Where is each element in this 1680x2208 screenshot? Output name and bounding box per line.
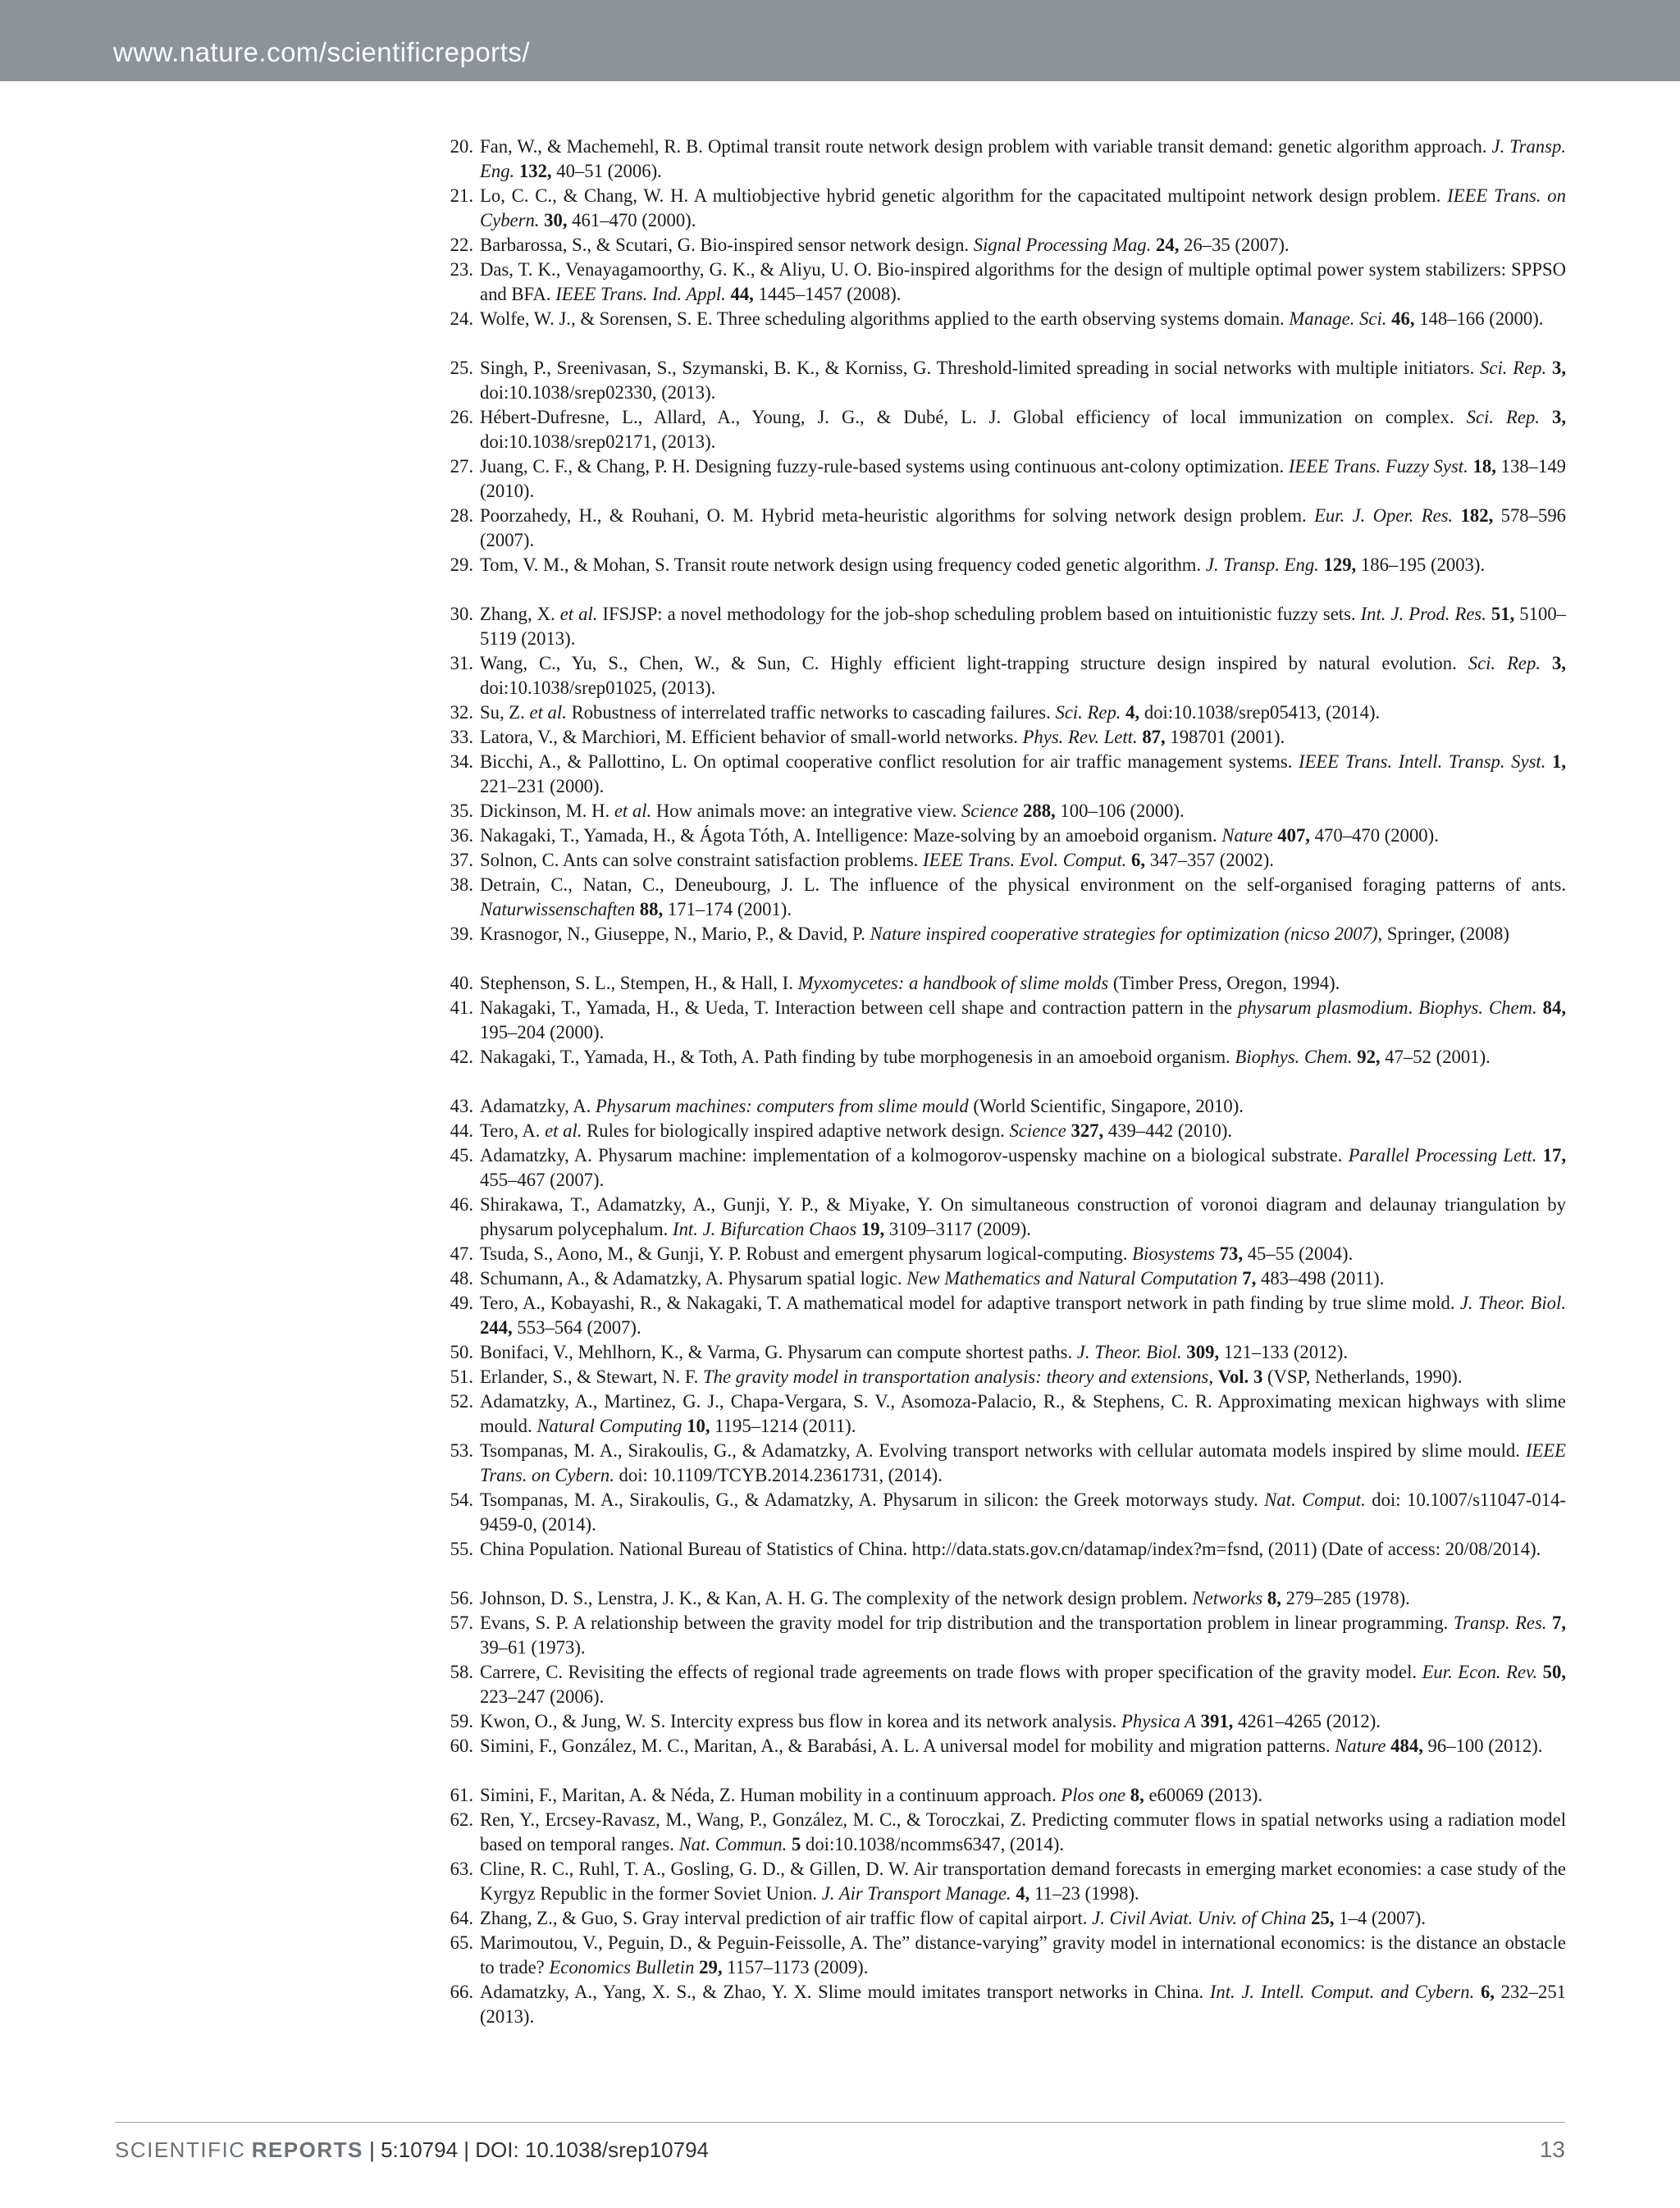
reference-number: 58. [450, 1662, 473, 1682]
page-footer [115, 2137, 709, 2163]
reference-text: Evans, S. P. A relationship between the gravity model for trip distribution and the transportation problem in linear programming. Transp. Res. 7, 39–61 (1973). [480, 1613, 1566, 1658]
reference-item [441, 848, 1566, 873]
reference-item [441, 1242, 1566, 1266]
reference-text: Kwon, O., & Jung, W. S. Intercity express bus flow in korea and its network analysis. Physica A 391, 4261–4265 (2012). [480, 1711, 1381, 1731]
reference-item [441, 602, 1566, 651]
reference-item [441, 1734, 1566, 1783]
reference-text: China Population. National Bureau of Statistics of China. http://data.stats.gov.cn/datamap/index?m=fsnd, (2011) (Date of access: 20/08/2014). [480, 1539, 1541, 1559]
reference-number: 23. [450, 259, 473, 280]
reference-number: 56. [450, 1588, 473, 1608]
reference-number: 57. [450, 1613, 473, 1633]
reference-number: 38. [450, 874, 473, 895]
reference-number: 33. [450, 727, 473, 747]
reference-text: Singh, P., Sreenivasan, S., Szymanski, B. K., & Korniss, G. Threshold-limited spreading in social networks with multiple initiators. Sci. Rep. 3, doi:10.1038/srep02330, (2013). [480, 358, 1566, 403]
reference-text: Marimoutou, V., Peguin, D., & Peguin-Feissolle, A. The” distance-varying” gravity model in international economics: is the distance an obstacle to trade? Economics Bulletin 29, 1157–1173 (2009). [480, 1932, 1566, 1978]
reference-item [441, 307, 1566, 356]
reference-item [441, 700, 1566, 725]
page-header [0, 0, 1680, 81]
reference-text: Bonifaci, V., Mehlhorn, K., & Varma, G. Physarum can compute shortest paths. J. Theor. Biol. 309, 121–133 (2012). [480, 1342, 1349, 1362]
reference-text: Nakagaki, T., Yamada, H., & Toth, A. Path finding by tube morphogenesis in an amoeboid organism. Biophys. Chem. 92, 47–52 (2001). [480, 1047, 1491, 1067]
reference-item [441, 258, 1566, 307]
reference-item [441, 233, 1566, 258]
reference-text: Nakagaki, T., Yamada, H., & Ueda, T. Interaction between cell shape and contraction pattern in the physarum plasmodium. Biophys. Chem. 84, 195–204 (2000). [480, 997, 1566, 1042]
reference-number: 63. [450, 1859, 473, 1879]
reference-item [441, 1094, 1566, 1119]
reference-text: Fan, W., & Machemehl, R. B. Optimal transit route network design problem with variable transit demand: genetic algorithm approach. J. Transp. Eng. 132, 40–51 (2006). [480, 136, 1566, 181]
reference-number: 45. [450, 1145, 473, 1166]
reference-text: Detrain, C., Natan, C., Deneubourg, J. L. The influence of the physical environment on the self-organised foraging patterns of ants. Naturwissenschaften 88, 171–174 (2001). [480, 874, 1566, 919]
reference-text: Zhang, Z., & Guo, S. Gray interval prediction of air traffic flow of capital airport. J. Civil Aviat. Univ. of China 25, 1–4 (2007). [480, 1908, 1427, 1928]
reference-number: 62. [450, 1809, 473, 1830]
reference-number: 29. [450, 554, 473, 575]
reference-text: Tsuda, S., Aono, M., & Gunji, Y. P. Robust and emergent physarum logical-computing. Biosystems 73, 45–55 (2004). [480, 1243, 1354, 1264]
reference-number: 52. [450, 1391, 473, 1412]
reference-text: Tero, A., Kobayashi, R., & Nakagaki, T. A mathematical model for adaptive transport network in path finding by true slime mold. J. Theor. Biol. 244, 553–564 (2007). [480, 1293, 1566, 1338]
reference-number: 42. [450, 1047, 473, 1067]
reference-item [441, 1660, 1566, 1709]
reference-item [441, 1045, 1566, 1094]
reference-text: Zhang, X. et al. IFSJSP: a novel methodology for the job-shop scheduling problem based on intuitionistic fuzzy sets. Int. J. Prod. Res. 51, 5100–5119 (2013). [480, 604, 1566, 649]
reference-number: 35. [450, 801, 473, 821]
reference-text: Nakagaki, T., Yamada, H., & Ágota Tóth, A. Intelligence: Maze-solving by an amoeboid organism. Nature 407, 470–470 (2000). [480, 825, 1439, 846]
reference-text: Cline, R. C., Ruhl, T. A., Gosling, G. D., & Gillen, D. W. Air transportation demand forecasts in emerging market economies: a case study of the Kyrgyz Republic in the former Soviet Union. J. Air Transport Manage. 4, 11–23 (1998). [480, 1859, 1566, 1904]
reference-item [441, 1340, 1566, 1365]
reference-text: Wang, C., Yu, S., Chen, W., & Sun, C. Highly efficient light-trapping structure design inspired by natural evolution. Sci. Rep. 3, doi:10.1038/srep01025, (2013). [480, 653, 1566, 698]
reference-item [441, 356, 1566, 405]
reference-item [441, 184, 1566, 233]
reference-text: Wolfe, W. J., & Sorensen, S. E. Three scheduling algorithms applied to the earth observing systems domain. Manage. Sci. 46, 148–166 (2000). [480, 308, 1544, 329]
reference-item [441, 454, 1566, 504]
reference-item [441, 1906, 1566, 1931]
footer-journal-scientific: SCIENTIFIC [115, 2137, 246, 2162]
reference-text: Stephenson, S. L., Stempen, H., & Hall, I. Myxomycetes: a handbook of slime molds (Timber Press, Oregon, 1994). [480, 973, 1340, 993]
reference-item [441, 1980, 1566, 2029]
reference-number: 61. [450, 1785, 473, 1805]
reference-item [441, 1783, 1566, 1808]
reference-number: 32. [450, 702, 473, 723]
reference-number: 20. [450, 136, 473, 157]
reference-item [441, 750, 1566, 799]
reference-number: 59. [450, 1711, 473, 1731]
footer-divider [115, 2122, 1565, 2123]
reference-number: 53. [450, 1440, 473, 1461]
header-url[interactable]: www.nature.com/scientificreports/ [113, 37, 531, 67]
reference-item [441, 1931, 1566, 1980]
reference-item [441, 135, 1566, 184]
reference-number: 26. [450, 407, 473, 427]
reference-text: Juang, C. F., & Chang, P. H. Designing fuzzy-rule-based systems using continuous ant-colony optimization. IEEE Trans. Fuzzy Syst. 18, 138–149 (2010). [480, 456, 1566, 501]
reference-number: 41. [450, 997, 473, 1018]
reference-text: Simini, F., Maritan, A. & Néda, Z. Human mobility in a continuum approach. Plos one 8, e60069 (2013). [480, 1785, 1263, 1805]
reference-text: Ren, Y., Ercsey-Ravasz, M., Wang, P., González, M. C., & Toroczkai, Z. Predicting commuter flows in spatial networks using a radiation model based on temporal ranges. Nat. Commun. 5 doi:10.1038/ncomms6347, (2014). [480, 1809, 1566, 1854]
reference-item [441, 799, 1566, 823]
reference-item [441, 971, 1566, 996]
reference-number: 22. [450, 235, 473, 255]
reference-text: Su, Z. et al. Robustness of interrelated traffic networks to cascading failures. Sci. Rep. 4, doi:10.1038/srep05413, (2014). [480, 702, 1381, 723]
reference-text: Johnson, D. S., Lenstra, J. K., & Kan, A. H. G. The complexity of the network design problem. Networks 8, 279–285 (1978). [480, 1588, 1410, 1608]
reference-item [441, 1365, 1566, 1389]
reference-text: Krasnogor, N., Giuseppe, N., Mario, P., & David, P. Nature inspired cooperative strategies for optimization (nicso 2007), Springer, (2008) [480, 924, 1509, 944]
footer-journal-reports: REPORTS [251, 2137, 363, 2162]
reference-number: 40. [450, 973, 473, 993]
reference-number: 31. [450, 653, 473, 673]
reference-number: 44. [450, 1120, 473, 1141]
reference-text: Tsompanas, M. A., Sirakoulis, G., & Adamatzky, A. Physarum in silicon: the Greek motorways study. Nat. Comput. doi: 10.1007/s11047-014-9459-0, (2014). [480, 1489, 1566, 1535]
reference-text: Latora, V., & Marchiori, M. Efficient behavior of small-world networks. Phys. Rev. Lett. 87, 198701 (2001). [480, 727, 1285, 747]
reference-item [441, 873, 1566, 922]
reference-item [441, 922, 1566, 971]
reference-item [441, 1291, 1566, 1340]
reference-item [441, 1808, 1566, 1857]
page-number: 13 [1539, 2137, 1565, 2162]
reference-text: Simini, F., González, M. C., Maritan, A., & Barabási, A. L. A universal model for mobility and migration patterns. Nature 484, 96–100 (2012). [480, 1736, 1543, 1756]
reference-item [441, 1537, 1566, 1586]
reference-item [441, 1488, 1566, 1537]
reference-item [441, 1143, 1566, 1193]
reference-text: Hébert-Dufresne, L., Allard, A., Young, J. G., & Dubé, L. J. Global efficiency of local immunization on complex. Sci. Rep. 3, doi:10.1038/srep02171, (2013). [480, 407, 1566, 452]
reference-number: 39. [450, 924, 473, 944]
footer-article-meta: | 5:10794 | DOI: 10.1038/srep10794 [363, 2137, 710, 2162]
reference-item [441, 1709, 1566, 1734]
reference-text: Lo, C. C., & Chang, W. H. A multiobjective hybrid genetic algorithm for the capacitated multipoint network design problem. IEEE Trans. on Cybern. 30, 461–470 (2000). [480, 185, 1566, 230]
reference-text: Bicchi, A., & Pallottino, L. On optimal cooperative conflict resolution for air traffic management systems. IEEE Trans. Intell. Transp. Syst. 1, 221–231 (2000). [480, 751, 1566, 796]
reference-item [441, 1439, 1566, 1488]
reference-text: Tsompanas, M. A., Sirakoulis, G., & Adamatzky, A. Evolving transport networks with cellular automata models inspired by slime mould. IEEE Trans. on Cybern. doi: 10.1109/TCYB.2014.2361731, (2014). [480, 1440, 1566, 1485]
reference-item [441, 1857, 1566, 1906]
reference-number: 47. [450, 1243, 473, 1264]
reference-number: 28. [450, 505, 473, 526]
reference-number: 64. [450, 1908, 473, 1928]
reference-number: 51. [450, 1366, 473, 1387]
reference-number: 34. [450, 751, 473, 772]
reference-text: Tero, A. et al. Rules for biologically inspired adaptive network design. Science 327, 439–442 (2010). [480, 1120, 1233, 1141]
reference-item [441, 1586, 1566, 1611]
reference-number: 27. [450, 456, 473, 477]
reference-text: Barbarossa, S., & Scutari, G. Bio-inspired sensor network design. Signal Processing Mag. 24, 26–35 (2007). [480, 235, 1290, 255]
reference-text: Carrere, C. Revisiting the effects of regional trade agreements on trade flows with proper specification of the gravity model. Eur. Econ. Rev. 50, 223–247 (2006). [480, 1662, 1566, 1707]
reference-number: 60. [450, 1736, 473, 1756]
reference-number: 37. [450, 850, 473, 870]
reference-item [441, 553, 1566, 602]
reference-text: Schumann, A., & Adamatzky, A. Physarum spatial logic. New Mathematics and Natural Computation 7, 483–498 (2011). [480, 1268, 1385, 1289]
reference-item [441, 405, 1566, 454]
reference-text: Adamatzky, A., Yang, X. S., & Zhao, Y. X. Slime mould imitates transport networks in China. Int. J. Intell. Comput. and Cybern. 6, 232–251 (2013). [480, 1982, 1566, 2027]
reference-number: 65. [450, 1932, 473, 1953]
reference-number: 46. [450, 1194, 473, 1215]
reference-number: 43. [450, 1096, 473, 1116]
reference-item [441, 1193, 1566, 1242]
reference-number: 49. [450, 1293, 473, 1313]
reference-text: Solnon, C. Ants can solve constraint satisfaction problems. IEEE Trans. Evol. Comput. 6, 347–357 (2002). [480, 850, 1274, 870]
reference-text: Tom, V. M., & Mohan, S. Transit route network design using frequency coded genetic algorithm. J. Transp. Eng. 129, 186–195 (2003). [480, 554, 1486, 575]
reference-text: Erlander, S., & Stewart, N. F. The gravity model in transportation analysis: theory and extensions, Vol. 3 (VSP, Netherlands, 1990). [480, 1366, 1463, 1387]
reference-item [441, 1119, 1566, 1143]
reference-item [441, 996, 1566, 1045]
reference-text: Dickinson, M. H. et al. How animals move: an integrative view. Science 288, 100–106 (2000). [480, 801, 1185, 821]
reference-item [441, 823, 1566, 848]
reference-text: Das, T. K., Venayagamoorthy, G. K., & Aliyu, U. O. Bio-inspired algorithms for the design of multiple optimal power system stabilizers: SPPSO and BFA. IEEE Trans. Ind. Appl. 44, 1445–1457 (2008). [480, 259, 1566, 304]
reference-item [441, 1389, 1566, 1439]
reference-number: 66. [450, 1982, 473, 2002]
reference-item [441, 651, 1566, 700]
reference-item [441, 504, 1566, 553]
reference-number: 21. [450, 185, 473, 206]
reference-text: Poorzahedy, H., & Rouhani, O. M. Hybrid meta-heuristic algorithms for solving network design problem. Eur. J. Oper. Res. 182, 578–596 (2007). [480, 505, 1566, 550]
reference-number: 24. [450, 308, 473, 329]
reference-number: 50. [450, 1342, 473, 1362]
reference-text: Adamatzky, A. Physarum machines: computers from slime mould (World Scientific, Singapore, 2010). [480, 1096, 1244, 1116]
reference-number: 48. [450, 1268, 473, 1289]
reference-item [441, 1266, 1566, 1291]
reference-number: 25. [450, 358, 473, 378]
reference-list [441, 135, 1566, 2029]
reference-number: 55. [450, 1539, 473, 1559]
reference-item [441, 725, 1566, 750]
reference-number: 30. [450, 604, 473, 624]
reference-item [441, 1611, 1566, 1660]
reference-text: Adamatzky, A. Physarum machine: implementation of a kolmogorov-uspensky machine on a biological substrate. Parallel Processing Lett. 17, 455–467 (2007). [480, 1145, 1566, 1190]
reference-text: Adamatzky, A., Martinez, G. J., Chapa-Vergara, S. V., Asomoza-Palacio, R., & Stephens, C. R. Approximating mexican highways with slime mould. Natural Computing 10, 1195–1214 (2011). [480, 1391, 1566, 1436]
reference-number: 36. [450, 825, 473, 846]
reference-number: 54. [450, 1489, 473, 1510]
reference-text: Shirakawa, T., Adamatzky, A., Gunji, Y. P., & Miyake, Y. On simultaneous construction of voronoi diagram and delaunay triangulation by physarum polycephalum. Int. J. Bifurcation Chaos 19, 3109–3117 (2009). [480, 1194, 1566, 1239]
